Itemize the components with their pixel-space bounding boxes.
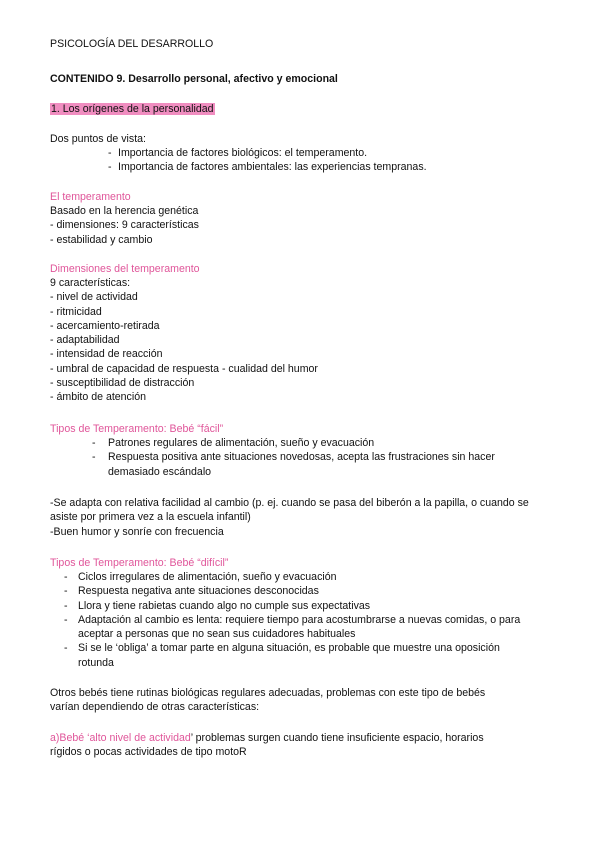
text-line: - acercamiento-retirada xyxy=(50,319,160,332)
text-line: Otros bebés tiene rutinas biológicas regulares adecuadas, problemas con este tipo de bebés xyxy=(50,687,486,699)
list-item: - Patrones regulares de alimentación, sueño y evacuación xyxy=(92,437,375,449)
easy-paragraph xyxy=(50,496,560,539)
difficult-heading: Tipos de Temperamento: Bebé “difícil” xyxy=(50,557,229,569)
text-line: - susceptibilidad de distracción xyxy=(50,377,195,390)
temperament-block xyxy=(50,204,560,247)
text-line: - umbral de capacidad de respuesta - cualidad del humor xyxy=(50,362,318,375)
text-line: - intensidad de reacción xyxy=(50,348,163,361)
text-line: - adaptabilidad xyxy=(50,334,120,347)
text-line: Basado en la herencia genética xyxy=(50,205,199,217)
subject-title: PSICOLOGÍA DEL DESARROLLO xyxy=(50,38,214,50)
difficult-list xyxy=(64,570,554,670)
text-line: -Se adapta con relativa facilidad al cambio (p. ej. cuando se pasa del biberón a la papilla, o cuando se xyxy=(50,497,529,509)
list-item: - Si se le ‘obliga’ a tomar parte en alguna situación, es probable que muestre una oposición rotunda xyxy=(64,642,500,669)
section-heading xyxy=(50,102,560,116)
final-pink-text: a)Bebé ‘alto nivel de actividad xyxy=(50,732,191,744)
dimensions-block xyxy=(50,276,560,405)
viewpoints-intro: Dos puntos de vista: xyxy=(50,133,146,145)
text-line: - nivel de actividad xyxy=(50,291,138,304)
final-paragraph xyxy=(50,731,560,760)
easy-list xyxy=(92,436,552,479)
text-line: - ritmicidad xyxy=(50,305,102,318)
list-item: - Respuesta negativa ante situaciones desconocidas xyxy=(64,585,319,598)
dimensions-heading: Dimensiones del temperamento xyxy=(50,263,200,275)
section-heading-highlight: 1. Los orígenes de la personalidad xyxy=(51,103,214,115)
easy-heading: Tipos de Temperamento: Bebé “fácil” xyxy=(50,423,224,435)
text-line: - estabilidad y cambio xyxy=(50,233,153,246)
text-line: -Buen humor y sonríe con frecuencia xyxy=(50,525,224,538)
list-item: - Adaptación al cambio es lenta: requiere tiempo para acostumbrarse a nuevas comidas, o para aceptar a personas que no sean sus cuidadores habituales xyxy=(64,613,521,641)
list-item: - Importancia de factores ambientales: las experiencias tempranas. xyxy=(108,161,427,174)
final-black-text: ’ problemas surgen cuando tiene insuficiente espacio, horarios xyxy=(190,732,484,744)
text-line: rígidos o pocas actividades de tipo motoR xyxy=(50,746,247,759)
list-item: - Respuesta positiva ante situaciones novedosas, acepta las frustraciones sin hacer demasiado escándalo xyxy=(92,451,495,478)
text-line: 9 características: xyxy=(50,277,131,289)
list-item: - Llora y tiene rabietas cuando algo no cumple sus expectativas xyxy=(64,599,371,612)
text-line xyxy=(50,731,560,745)
viewpoints-list xyxy=(108,146,548,175)
list-item: - Importancia de factores biológicos: el temperamento. xyxy=(108,147,368,159)
list-item: - Ciclos irregulares de alimentación, sueño y evacuación xyxy=(64,571,337,583)
other-paragraph xyxy=(50,686,560,715)
content-title: CONTENIDO 9. Desarrollo personal, afectivo y emocional xyxy=(50,73,338,85)
temperament-heading: El temperamento xyxy=(50,191,131,203)
text-line: varían dependiendo de otras características: xyxy=(50,701,260,714)
text-line: - ámbito de atención xyxy=(50,391,146,404)
text-line: asiste por primera vez a la escuela infantil) xyxy=(50,511,251,524)
text-line: - dimensiones: 9 características xyxy=(50,219,199,232)
